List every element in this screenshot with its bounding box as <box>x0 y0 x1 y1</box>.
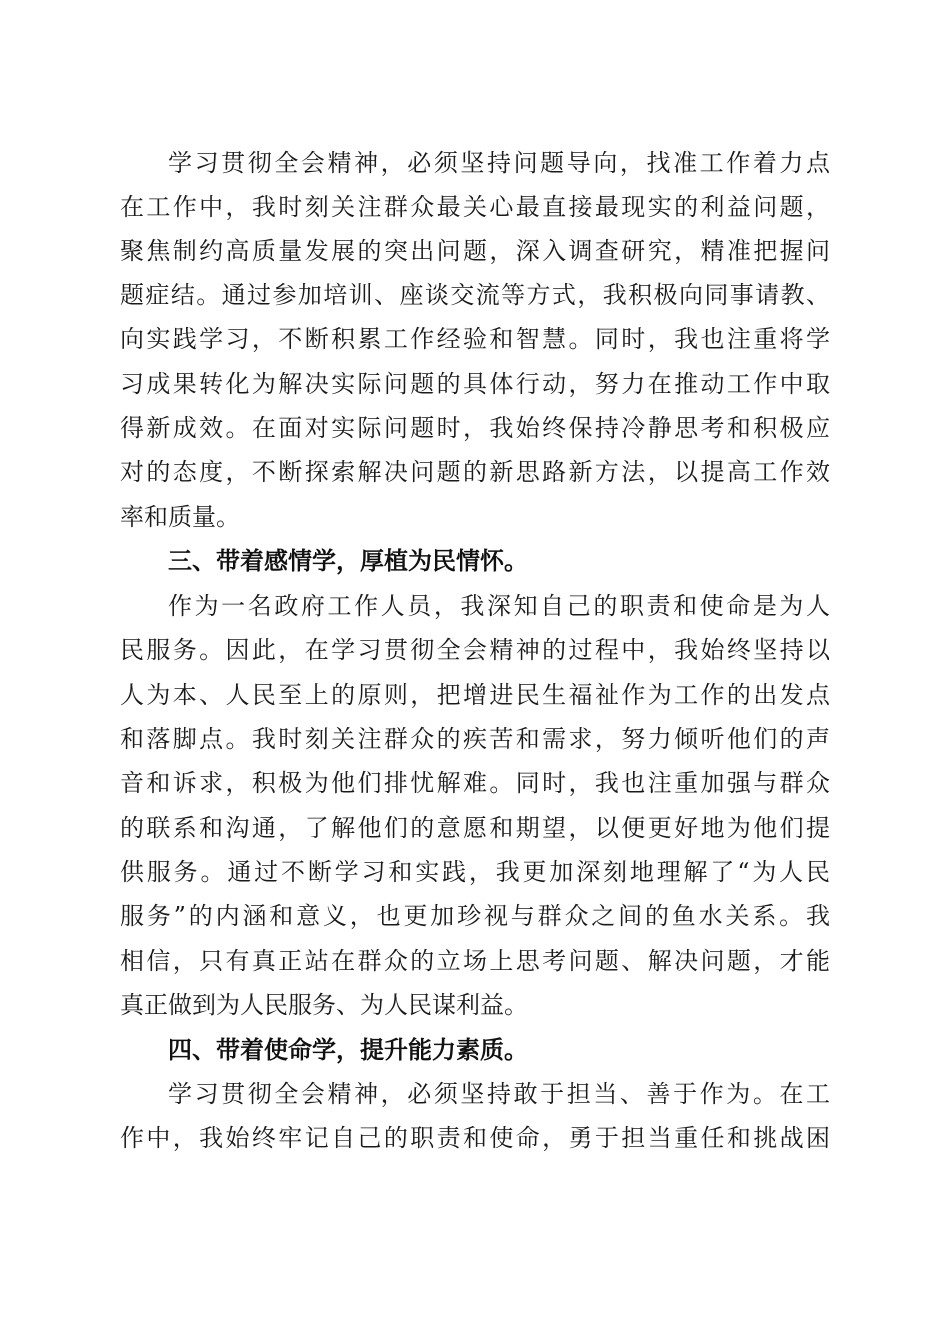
paragraph-1-line-5: 向实践学习，不断积累工作经验和智慧。同时，我也注重将学 <box>120 325 830 353</box>
section-heading-3: 三、带着感情学，厚植为民情怀。 <box>168 547 528 575</box>
paragraph-2-line-8: 服务”的内涵和意义，也更加珍视与群众之间的鱼水关系。我 <box>120 902 830 930</box>
paragraph-1-line-9: 率和质量。 <box>120 503 240 531</box>
paragraph-2-line-7: 供服务。通过不断学习和实践，我更加深刻地理解了“为人民 <box>120 858 830 886</box>
paragraph-1-line-2: 在工作中，我时刻关注群众最关心最直接最现实的利益问题， <box>120 193 830 221</box>
paragraph-2-line-6: 的联系和沟通，了解他们的意愿和期望，以便更好地为他们提 <box>120 814 830 842</box>
paragraph-1-line-8: 对的态度，不断探索解决问题的新思路新方法，以提高工作效 <box>120 458 830 486</box>
paragraph-2-line-10: 真正做到为人民服务、为人民谋利益。 <box>120 991 528 1019</box>
section-heading-4: 四、带着使命学，提升能力素质。 <box>168 1036 528 1064</box>
paragraph-2-line-3: 人为本、人民至上的原则，把增进民生福祉作为工作的出发点 <box>120 681 830 709</box>
paragraph-2-line-9: 相信，只有真正站在群众的立场上思考问题、解决问题，才能 <box>120 947 830 975</box>
paragraph-2-line-2: 民服务。因此，在学习贯彻全会精神的过程中，我始终坚持以 <box>120 636 830 664</box>
paragraph-2-line-5: 音和诉求，积极为他们排忧解难。同时，我也注重加强与群众 <box>120 769 830 797</box>
paragraph-1-line-4: 题症结。通过参加培训、座谈交流等方式，我积极向同事请教、 <box>120 281 830 309</box>
paragraph-1-line-7: 得新成效。在面对实际问题时，我始终保持冷静思考和积极应 <box>120 414 830 442</box>
paragraph-1-line-3: 聚焦制约高质量发展的突出问题，深入调查研究，精准把握问 <box>120 237 830 265</box>
paragraph-3-line-1: 学习贯彻全会精神，必须坚持敢于担当、善于作为。在工 <box>168 1080 830 1108</box>
paragraph-1-line-6: 习成果转化为解决实际问题的具体行动，努力在推动工作中取 <box>120 370 830 398</box>
paragraph-2-line-4: 和落脚点。我时刻关注群众的疾苦和需求，努力倾听他们的声 <box>120 725 830 753</box>
paragraph-3-line-2: 作中，我始终牢记自己的职责和使命，勇于担当重任和挑战困 <box>120 1124 830 1152</box>
paragraph-2-line-1: 作为一名政府工作人员，我深知自己的职责和使命是为人 <box>168 592 830 620</box>
paragraph-1-line-1: 学习贯彻全会精神，必须坚持问题导向，找准工作着力点 <box>168 149 830 177</box>
